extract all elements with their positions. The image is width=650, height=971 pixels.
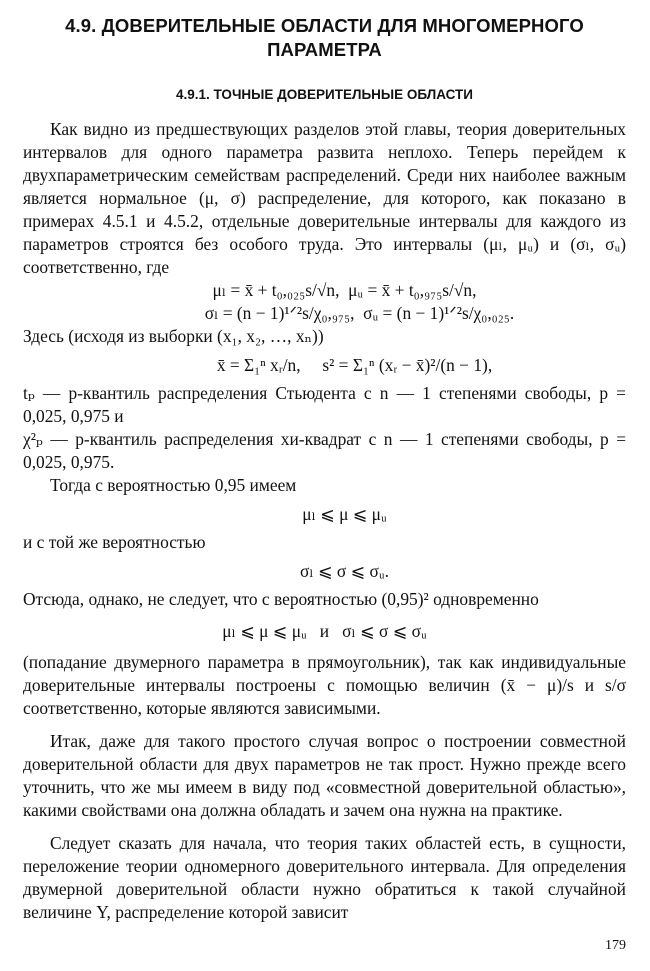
paragraph-probability: Тогда с вероятностью 0,95 имеем (50, 475, 297, 495)
body-text (23, 118, 626, 924)
section-heading: 4.9.1. ТОЧНЫЕ ДОВЕРИТЕЛЬНЫЕ ОБЛАСТИ (176, 87, 473, 102)
page-number: 179 (605, 938, 626, 953)
formula-mu-bounds: μₗ = x̄ + t₀,₀₂₅s/√n, μᵤ = x̄ + t₀,₉₇₅s/√n, (212, 280, 477, 300)
formula-sigma-bounds: σₗ = (n − 1)¹ᐟ²s/χ₀,₉₇₅, σᵤ = (n − 1)¹ᐟ²s/χ₀,₀₂₅. (204, 303, 515, 323)
chapter-heading-line1: 4.9. ДОВЕРИТЕЛЬНЫЕ ОБЛАСТИ ДЛЯ МНОГОМЕРНОГО (65, 15, 584, 36)
formula-sigma-interval: σₗ ⩽ σ ⩽ σᵤ. (300, 561, 389, 581)
paragraph-intro: Как видно из предшествующих разделов этой главы, теория доверительных интервалов для одного параметра развита неплохо. Теперь перейдем к двухпараметрическим семействам распределений. Среди них наиболее важным является нормальное (μ, σ) распределение, для которого, как показано в примерах 4.5.1 и 4.5.2, отдельные доверительные интервалы для каждого из параметров строятся без особого труда. Это интервалы (μₗ, μᵤ) и (σₗ, σᵤ) соответственно, где (23, 119, 626, 277)
chapter-heading-line2: ПАРАМЕТРА (267, 39, 382, 60)
paragraph-joint-region: Итак, даже для такого простого случая вопрос о построении совместной доверительной области для двух параметров не так прост. Нужно прежде всего уточнить, что же мы имеем в виду под «совместной доверительной областью», какими свойствами она должна обладать и зачем она нужна на практике. (23, 731, 626, 820)
paragraph-student: tₚ — p-квантиль распределения Стьюдента с n — 1 степенями свободы, p = 0,025, 0,975 и (23, 383, 626, 426)
paragraph-theory: Следует сказать для начала, что теория таких областей есть, в сущности, переложение теории одномерного доверительного интервала. Для определения двумерной доверительной области нужно обратиться к такой случайной величине Y, распределение которой зависит (23, 833, 626, 922)
chapter-heading (23, 14, 626, 62)
formula-joint-intervals: μₗ ⩽ μ ⩽ μᵤ и σₗ ⩽ σ ⩽ σᵤ (222, 621, 427, 641)
formula-mu-interval: μₗ ⩽ μ ⩽ μᵤ (302, 504, 387, 524)
paragraph-sample: Здесь (исходя из выборки (x₁, x₂, …, xₙ)) (23, 326, 324, 346)
paragraph-however: Отсюда, однако, не следует, что с вероятностью (0,95)² одновременно (23, 589, 539, 609)
paragraph-same-probability: и с той же вероятностью (23, 532, 206, 552)
paragraph-rectangle: (попадание двумерного параметра в прямоугольник), так как индивидуальные доверительные интервалы построены с помощью величин (x̄ − μ)/s и s/σ соответственно, которые являются зависимыми. (23, 652, 626, 718)
formula-mean-variance: x̄ = Σ₁ⁿ xᵣ/n, s² = Σ₁ⁿ (xᵣ − x̄)²/(n − 1), (216, 355, 493, 375)
paragraph-chi-square: χ²ₚ — p-квантиль распределения хи-квадрат с n — 1 степенями свободы, p = 0,025, 0,975. (23, 429, 626, 472)
